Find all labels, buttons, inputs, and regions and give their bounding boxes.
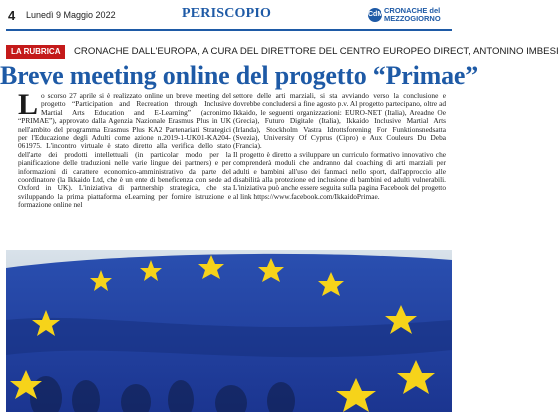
article-headline: Breve meeting online del progetto “Primae” [0,61,479,90]
article-paragraph-3: Il progetto è diretto a sviluppare un curriculo formativo innovativo che comprenderà moduli che andranno dal coaching di arti marziali per adulti e bambini all'uso dei fanmaci nello sport, dall'approccio alle disabilità alla protezione ed inclusione di bambini ed adulti vulnerabili. L'iniziativa può anche essere seguita sulla pagina Facebook del progetto al link https://www.facebook.com/IkkaidoPrimae. [233,149,446,201]
page-number: 4 [8,8,16,23]
eu-flag-photo [6,250,452,412]
rubrica-bar [6,45,559,59]
issue-date: Lunedì 9 Maggio 2022 [26,10,116,20]
article-column-2 [233,92,446,246]
article-paragraph-1 [18,88,231,210]
article-column-1 [18,88,231,244]
rubrica-tag: LA RUBRICA [6,45,65,59]
logo-line-2: MEZZOGIORNO [384,14,441,23]
section-title: PERISCOPIO [182,6,272,21]
rubrica-kicker: CRONACHE DALL'EUROPA, A CURA DEL DIRETTORE DEL CENTRO EUROPEO DIRECT, ANTONINO IMBESI [74,46,559,57]
logo-text [384,7,441,23]
drop-cap: L [18,88,39,121]
page-header [0,0,458,40]
newspaper-logo [368,7,454,25]
logo-line-1: CRONACHE del [384,6,441,15]
article-paragraph-2: settore delle arti marziali, si sta avviando verso la conclusione e dovrebbe concludersi a fine agosto p.v. Al progetto partecipano, oltre ad Ikkaido, le seguenti organizzazioni: EURO-NET (Italia), Areadne Oe (Grecia), Futuro Digitale (Italia), Ikkaido Inclusive Martial Arts (Irlanda), Stockholm Vastra Idrottsforening For Funktionsnedsatta (Svezia), University Of Cyprus (Cipro) e Aux Couleurs Du Deba (Francia). [233,91,446,151]
logo-mark-icon: CdM [368,8,382,22]
eu-flag-photo-icon [6,250,452,412]
header-divider [6,29,452,31]
column-1-text: o scorso 27 aprile si è realizzato online un breve meeting del progetto “Participation and Recreation through Inclusive Martial Arts Education and E-Learning” (acronimo “PRIMAE”), approvato dalla Agenzia Nazionale Erasmus Plus in UK nell'ambito del programma Erasmus Plus KA2 Partenariati Strategici per l'Educazione degli Adulti come azione n.2019-1-UK01-KA204-061975. L'incontro virtuale è stato diretto alla verifica dello stato dell'arte dei prodotti intellettuali (in particolar modo per la pianificazione delle traduzioni nelle varie lingue dei partners) e per informazioni di carattere economico-amministrativo da parte del coordinatore (la Ikkaido Ltd, che è un ente di beneficenza con sede ad Oxford in UK). L'iniziativa di partnership strategica, che sta sviluppando la prima piattaforma eLearning per fornire istruzione e formazione online nel [18,91,231,210]
